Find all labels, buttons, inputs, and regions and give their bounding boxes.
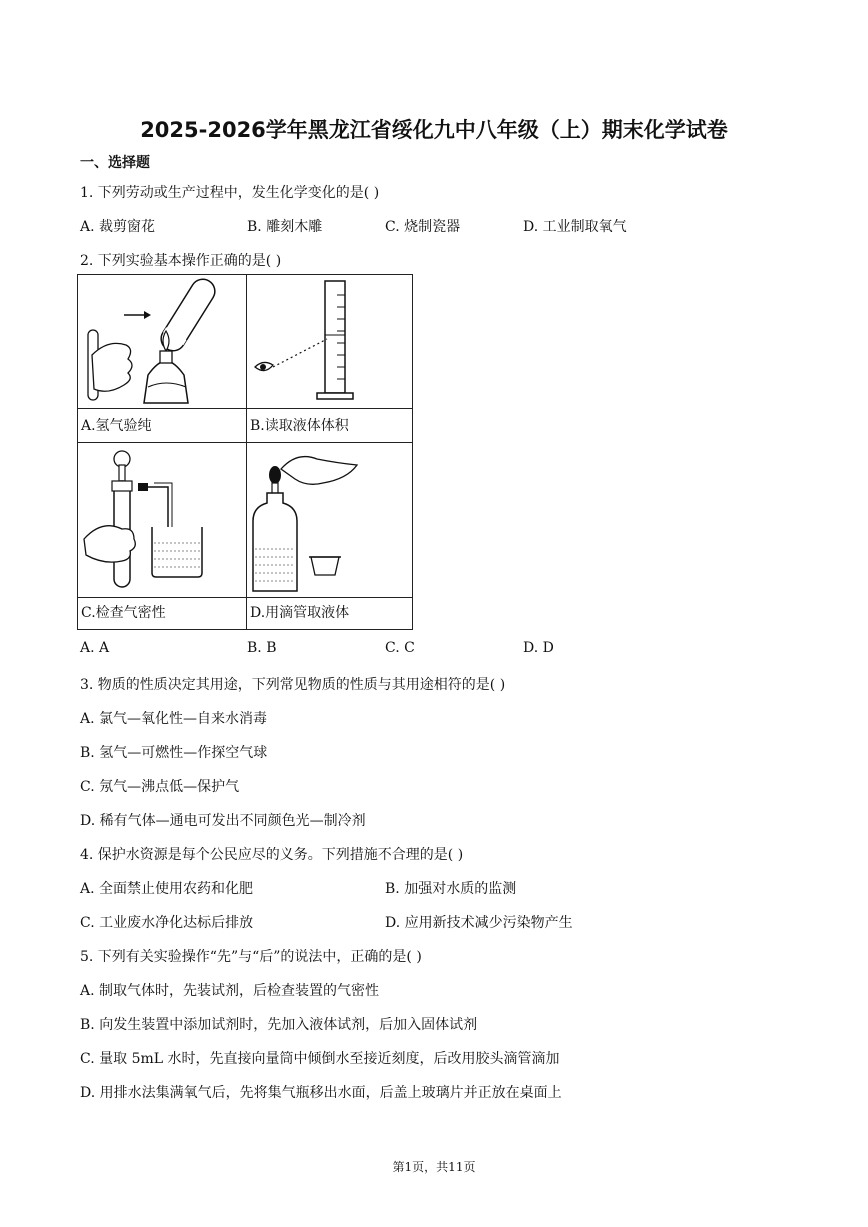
- hydrogen-purity-test-illustration: [78, 275, 246, 408]
- table-divider: [78, 408, 412, 409]
- q1-option-d[interactable]: D. 工业制取氧气: [523, 219, 627, 235]
- q4-option-c[interactable]: C. 工业废水净化达标后排放: [80, 915, 254, 931]
- q5-option-b[interactable]: B. 向发生装置中添加试剂时，先加入液体试剂，后加入固体试剂: [80, 1017, 478, 1033]
- q2-caption-c: C.检查气密性: [81, 605, 166, 621]
- q5-option-a[interactable]: A. 制取气体时，先装试剂，后检查装置的气密性: [80, 983, 380, 999]
- q4-stem: 4. 保护水资源是每个公民应尽的义务。下列措施不合理的是( ): [80, 847, 464, 863]
- q5-stem: 5. 下列有关实验操作“先”与“后”的说法中，正确的是( ): [80, 949, 422, 965]
- q3-option-a[interactable]: A. 氯气—氧化性—自来水消毒: [80, 711, 268, 727]
- q2-caption-d: D.用滴管取液体: [250, 605, 350, 621]
- q3-option-d[interactable]: D. 稀有气体—通电可发出不同颜色光—制冷剂: [80, 813, 366, 829]
- q1-option-a[interactable]: A. 裁剪窗花: [80, 219, 156, 235]
- q3-option-b[interactable]: B. 氢气—可燃性—作探空气球: [80, 745, 268, 761]
- q2-option-b[interactable]: B. B: [247, 640, 277, 656]
- q2-stem: 2. 下列实验基本操作正确的是( ): [80, 253, 282, 269]
- q5-option-d[interactable]: D. 用排水法集满氧气后，先将集气瓶移出水面，后盖上玻璃片并正放在桌面上: [80, 1085, 562, 1101]
- table-divider: [78, 597, 412, 598]
- section-heading: 一、选择题: [80, 155, 150, 171]
- q1-option-b[interactable]: B. 雕刻木雕: [247, 219, 323, 235]
- q3-stem: 3. 物质的性质决定其用途，下列常见物质的性质与其用途相符的是( ): [80, 677, 506, 693]
- q1-option-c[interactable]: C. 烧制瓷器: [385, 219, 461, 235]
- graduated-cylinder-illustration: [247, 275, 412, 408]
- q1-stem: 1. 下列劳动或生产过程中，发生化学变化的是( ): [80, 185, 380, 201]
- q2-figure-table: [77, 274, 413, 630]
- dropper-bottle-illustration: [247, 443, 412, 597]
- page-footer: 第1页，共11页: [392, 1160, 476, 1174]
- q4-option-b[interactable]: B. 加强对水质的监测: [385, 881, 517, 897]
- q4-option-a[interactable]: A. 全面禁止使用农药和化肥: [80, 881, 254, 897]
- q2-option-c[interactable]: C. C: [385, 640, 415, 656]
- q3-option-c[interactable]: C. 氖气—沸点低—保护气: [80, 779, 240, 795]
- exam-title: 2025-2026学年黑龙江省绥化九中八年级（上）期末化学试卷: [140, 118, 728, 142]
- q4-option-d[interactable]: D. 应用新技术减少污染物产生: [385, 915, 573, 931]
- q2-option-a[interactable]: A. A: [80, 640, 110, 656]
- q5-option-c[interactable]: C. 量取 5mL 水时，先直接向量筒中倾倒水至接近刻度，后改用胶头滴管滴加: [80, 1051, 560, 1067]
- q2-caption-a: A.氢气验纯: [81, 418, 152, 434]
- q2-option-d[interactable]: D. D: [523, 640, 554, 656]
- airtightness-check-illustration: [78, 443, 246, 597]
- q2-caption-b: B.读取液体体积: [250, 418, 349, 434]
